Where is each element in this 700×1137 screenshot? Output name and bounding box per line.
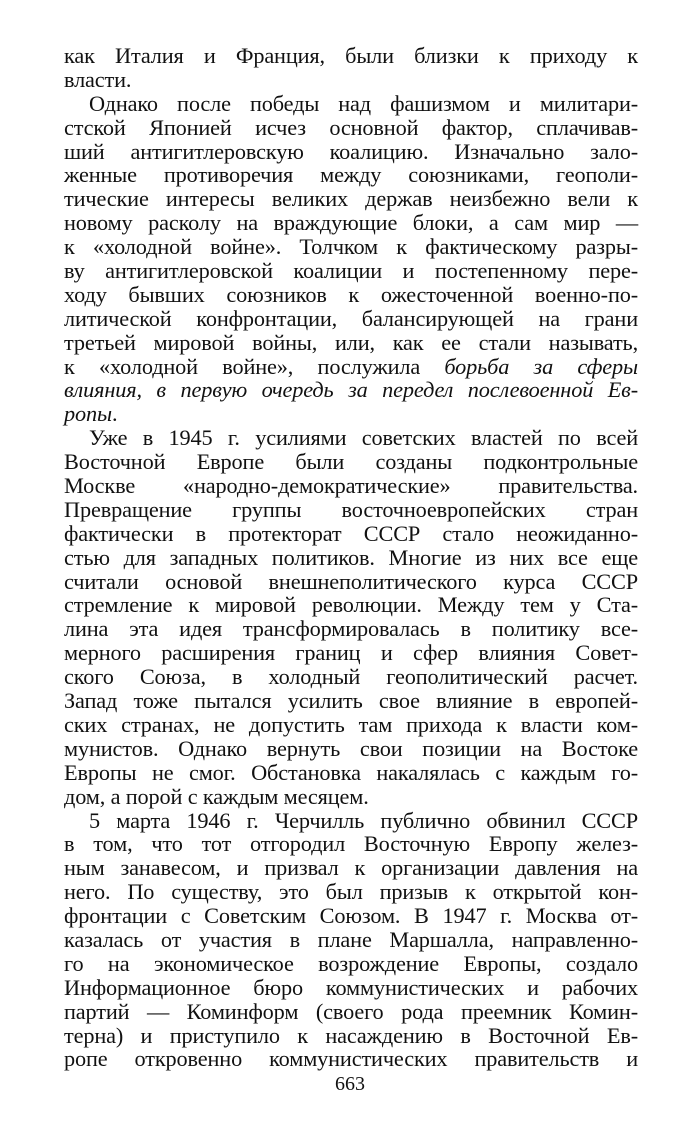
text-line: Уже в 1945 г. усилиями советских властей по всей [89,425,638,451]
text-line: фронтации с Советским Союзом. В 1947 г. Москва от- [64,903,638,929]
page-body [64,44,638,1071]
text-line: как Италия и Франция, были близки к приходу к [64,43,638,68]
text-line: ший антигитлеровскую коалицию. Изначально зало- [64,138,638,164]
text-line: партий — Коминформ (своего рода преемник Комин- [64,998,638,1024]
text-line: ву антигитлеровской коалиции и постепенному пере- [64,258,638,284]
paragraph [64,44,638,92]
text-line: ского Союза, в холодный геополитический расчет. [64,664,638,690]
text-line: власти. [64,66,132,92]
text-line: новому расколу на враждующие блоки, а сам мир — [64,210,638,236]
text-line [64,402,638,426]
text-line [64,378,638,402]
text-line [64,355,638,379]
text-line: него. По существу, это был призыв к открытой кон- [64,879,638,905]
text-line: к «холодной войне». Толчком к фактическому разры- [64,234,638,260]
text-line: лина эта идея трансформировалась в политику все- [64,616,638,642]
text-line: стью для западных политиков. Многие из них все еще [64,544,638,570]
text-line: ходу бывших союзников к ожесточенной военно-по- [64,281,638,307]
paragraph [64,426,638,808]
text-line: считали основой внешнеполитического курса СССР [64,568,638,594]
text-line: стской Японией исчез основной фактор, сплачивав- [64,114,638,140]
italic-emphasis: ропы [64,401,112,427]
text-line: тические интересы великих держав неизбежно вели к [64,186,638,212]
text-line: мерного расширения границ и сфер влияния Совет- [64,640,638,666]
italic-emphasis: влияния, в первую очередь за передел послевоенной Ев- [64,377,638,403]
text-line: Однако после победы над фашизмом и милитари- [89,90,638,116]
text-line: 5 марта 1946 г. Черчилль публично обвинил СССР [89,807,638,833]
italic-emphasis: борьба за сферы [444,353,638,379]
text-line: мунистов. Однако вернуть свои позиции на Востоке [64,735,638,761]
paragraph [64,92,638,426]
text-line: Информационное бюро коммунистических и рабочих [64,974,638,1000]
text-line: в том, что тот отгородил Восточную Европу желез- [64,831,638,857]
text-line: Восточной Европе были созданы подконтрольные [64,449,638,475]
text-line: ских странах, не допустить там прихода к власти ком- [64,711,638,737]
text-line: третьей мировой войны, или, как ее стали называть, [64,329,638,355]
text-line: литической конфронтации, балансирующей на грани [64,305,638,331]
text-line: Европы не смог. Обстановка накалялась с каждым го- [64,759,638,785]
text-line: женные противоречия между союзниками, геополи- [64,162,638,188]
page-number: 663 [335,1073,365,1095]
period: . [111,401,118,427]
text-line: дом, а порой с каждым месяцем. [64,783,369,809]
text-line: Москве «народно-демократические» правительства. [64,473,638,499]
text-run: к «холодной войне», послужила [64,353,445,379]
text-line: ропе откровенно коммунистических правительств и [64,1046,638,1072]
text-line: терна) и приступило к насаждению в Восточной Ев- [64,1022,638,1048]
paragraph [64,809,638,1072]
text-line: го на экономическое возрождение Европы, создало [64,950,638,976]
text-line: Запад тоже пытался усилить свое влияние в европей- [64,688,638,714]
text-line: ным занавесом, и призвал к организации давления на [64,855,638,881]
text-line: фактически в протекторат СССР стало неожиданно- [64,520,638,546]
text-line: стремление к мировой революции. Между тем у Ста- [64,592,638,618]
text-line: Превращение группы восточноевропейских стран [64,496,638,522]
text-line: казалась от участия в плане Маршалла, направленно- [64,926,638,952]
